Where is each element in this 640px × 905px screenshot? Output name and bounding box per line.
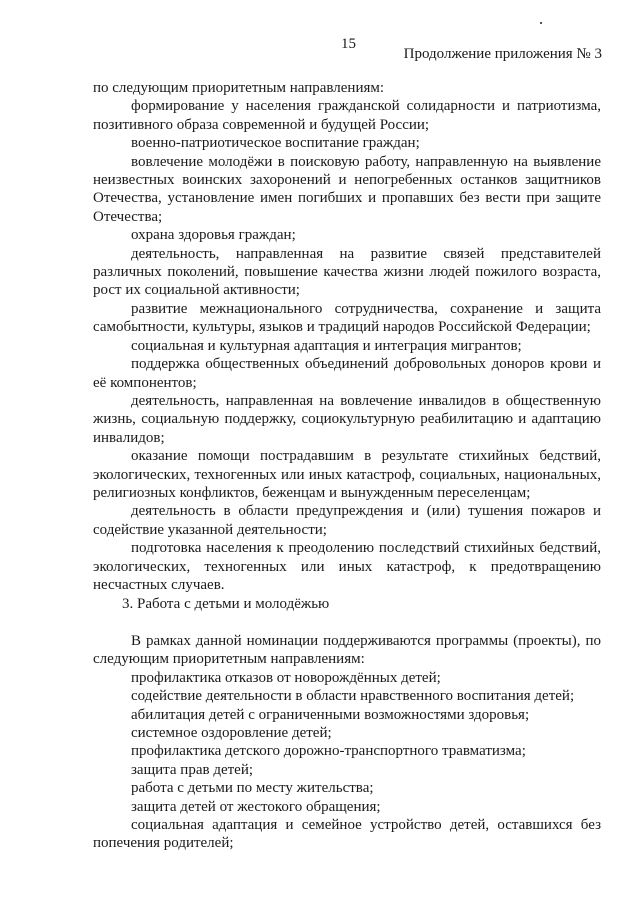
list-item: содействие деятельности в области нравственного воспитания детей; — [131, 688, 575, 705]
paragraph: поддержка общественных объединений добровольных доноров крови и её компонентов; — [93, 356, 601, 391]
paragraph: оказание помощи пострадавшим в результате стихийных бедствий, экологических, техногенных или иных катастроф, социальных, национальных, религиозных конфликтов, беженцам и вынужденным переселенцам; — [93, 448, 601, 501]
paragraph: охрана здоровья граждан; — [131, 227, 296, 244]
paragraph: деятельность, направленная на развитие связей представителей различных поколений, повышение качества жизни людей пожилого возраста, рост их социальной активности; — [93, 245, 601, 299]
paragraph: формирование у населения гражданской солидарности и патриотизма, позитивного образа современной и будущей России; — [93, 98, 601, 133]
list-item: профилактика отказов от новорождённых детей; — [131, 669, 441, 686]
paragraph: развитие межнационального сотрудничества, сохранение и защита самобытности, культуры, языков и традиций народов Российской Федерации; — [93, 300, 601, 336]
paragraph: деятельность, направленная на вовлечение инвалидов в общественную жизнь, социальную поддержку, социокультурную реабилитацию и адаптацию инвалидов; — [93, 392, 601, 446]
paragraph: подготовка населения к преодолению последствий стихийных бедствий, экологических, техногенных или иных катастроф, к предотвращению несчастных случаев. — [93, 540, 601, 593]
list-item: профилактика детского дорожно-транспортного травматизма; — [131, 743, 526, 760]
paragraph: социальная и культурная адаптация и интеграция мигрантов; — [131, 337, 522, 354]
list-item: системное оздоровление детей; — [131, 725, 332, 742]
paragraph: деятельность в области предупреждения и (или) тушения пожаров и содействие указанной деятельности; — [93, 503, 601, 538]
appendix-note: Продолжение приложения № 3 — [403, 46, 602, 62]
paragraph: военно-патриотическое воспитание граждан; — [131, 135, 420, 152]
page-number: 15 — [341, 36, 356, 52]
paragraph: В рамках данной номинации поддерживаются программы (проекты), по следующим приоритетным направлениям: — [93, 633, 601, 668]
list-item: работа с детьми по месту жительства; — [131, 780, 374, 797]
list-item: защита детей от жестокого обращения; — [131, 798, 381, 815]
list-item: социальная адаптация и семейное устройство детей, оставшихся без попечения родителей; — [93, 817, 601, 852]
list-item: защита прав детей; — [131, 761, 254, 778]
scan-speck — [540, 22, 542, 24]
paragraph: вовлечение молодёжи в поисковую работу, направленную на выявление неизвестных воинских захоронений и непогребенных останков защитников Отечества, установление имен погибших и пропавших без вести при защите Отечества; — [93, 153, 601, 225]
document-body-part1 — [93, 79, 601, 594]
document-body-part2 — [93, 632, 601, 853]
paragraph: по следующим приоритетным направлениям: — [93, 80, 385, 96]
section-heading: 3. Работа с детьми и молодёжью — [122, 596, 330, 612]
list-item: абилитация детей с ограниченными возможностями здоровья; — [131, 706, 530, 723]
